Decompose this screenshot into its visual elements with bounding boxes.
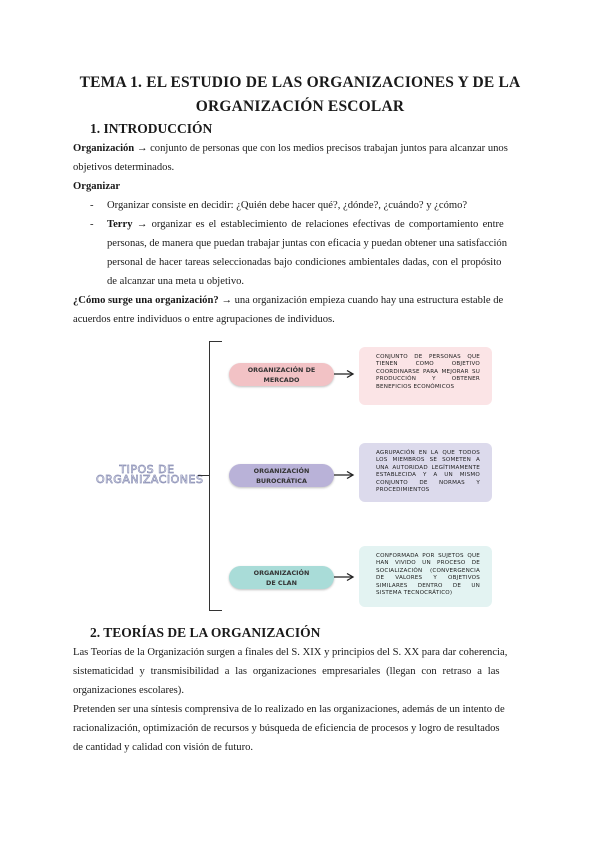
type-pill-clan — [229, 566, 334, 589]
p2-line-2: racionalización, optimización de recursos y búsqueda de eficiencia de procesos y logro de resultados — [73, 723, 500, 734]
type-pill-mercado — [229, 363, 334, 386]
bracket — [209, 341, 222, 611]
p2-line-3: de cantidad y calidad con visión de futuro. — [73, 742, 254, 753]
bullet-2 — [107, 215, 527, 291]
como-surge-line-1: → una organización empieza cuando hay una estructura estable de — [218, 295, 504, 306]
type-description-burocratica: AGRUPACIÓN EN LA QUE TODOS LOS MIEMBROS SE SOMETEN A UNA AUTORIDAD LEGÍTIMAMENTE ESTABLECIDA Y A UN MISMO CONJUNTO DE NORMAS Y PROCEDIMIENTOS — [359, 443, 492, 502]
type-label-line-1: ORGANIZACIÓN DE — [247, 365, 316, 374]
p1-line-2: sistematicidad y transmisibilidad a las organizaciones empresariales (llegan con retraso a las — [73, 666, 500, 677]
como-surge-paragraph — [73, 291, 533, 329]
section-2-paragraph-1 — [73, 643, 528, 700]
type-description-clan: CONFORMADA POR SUJETOS QUE HAN VIVIDO UN PROCESO DE SOCIALIZACIÓN (CONVERGENCIA DE VALORES Y OBJETIVOS SIMILARES DENTRO DE UN SISTEMA TECNOCRÁTICO) — [359, 546, 492, 607]
como-surge-term: ¿Cómo surge una organización? — [73, 295, 219, 306]
section-2-paragraph-2 — [73, 700, 528, 757]
bullet-2-line-3: personal de hacer tareas seleccionadas bajo condiciones ambientales dadas, con el propósito — [107, 257, 502, 268]
section-1-heading: 1. INTRODUCCIÓN — [90, 121, 213, 136]
p2-line-1: Pretenden ser una síntesis comprensiva de lo realizado en las organizaciones, además de un intento de — [73, 704, 505, 715]
p1-line-1: Las Teorías de la Organización surgen a finales del S. XIX y principios del S. XX para dar coherencia, — [73, 647, 508, 658]
root-label-line-2: ORGANIZACIONES — [96, 473, 204, 486]
p1-line-3: organizaciones escolares). — [73, 685, 184, 696]
terry-term: Terry — [107, 219, 133, 230]
title-line-1: TEMA 1. EL ESTUDIO DE LAS ORGANIZACIONES Y DE LA — [79, 74, 521, 91]
bullet-2-line-4: de alcanzar una meta u objetivo. — [107, 276, 245, 287]
bullet-1: Organizar consiste en decidir: ¿Quién debe hacer qué?, ¿dónde?, ¿cuándo? y ¿cómo? — [107, 200, 468, 211]
organizacion-term: Organización — [73, 143, 135, 154]
bullet-marker: - — [90, 219, 94, 230]
root-label-line-1: TIPOS DE — [119, 463, 175, 476]
bullet-2-line-2: personas, de manera que puedan trabajar juntas con eficacia y puedan obtener una satisfacción — [107, 238, 508, 249]
type-label-line-2: MERCADO — [263, 375, 300, 384]
type-label-line-2: BUROCRÁTICA — [256, 476, 307, 485]
connector-line — [198, 475, 209, 476]
bullet-marker: - — [90, 200, 94, 211]
diagram-root-label — [96, 463, 204, 486]
type-label-line-2: DE CLAN — [266, 578, 297, 587]
type-pill-burocratica — [229, 464, 334, 487]
organizacion-def-line-2: objetivos determinados. — [73, 162, 175, 173]
title-line-2: ORGANIZACIÓN ESCOLAR — [195, 98, 405, 115]
organizar-heading: Organizar — [73, 181, 121, 192]
page-title — [60, 72, 540, 118]
type-description-mercado: CONJUNTO DE PERSONAS QUE TIENEN COMO OBJETIVO COORDINARSE PARA MEJORAR SU PRODUCCIÓN Y OBTENER BENEFICIOS ECONÓMICOS — [359, 347, 492, 405]
type-label-line-1: ORGANIZACIÓN — [253, 568, 310, 577]
bullet-2-line-1: → organizar es el establecimiento de relaciones efectivas de comportamiento entre — [132, 219, 504, 230]
type-label-line-1: ORGANIZACIÓN — [253, 466, 310, 475]
section-2-heading: 2. TEORÍAS DE LA ORGANIZACIÓN — [90, 625, 321, 640]
organizacion-definition — [73, 139, 533, 177]
como-surge-line-2: acuerdos entre individuos o entre agrupaciones de individuos. — [73, 314, 335, 325]
organizacion-def-line-1: → conjunto de personas que con los medios precisos trabajan juntos para alcanzar unos — [134, 143, 508, 154]
